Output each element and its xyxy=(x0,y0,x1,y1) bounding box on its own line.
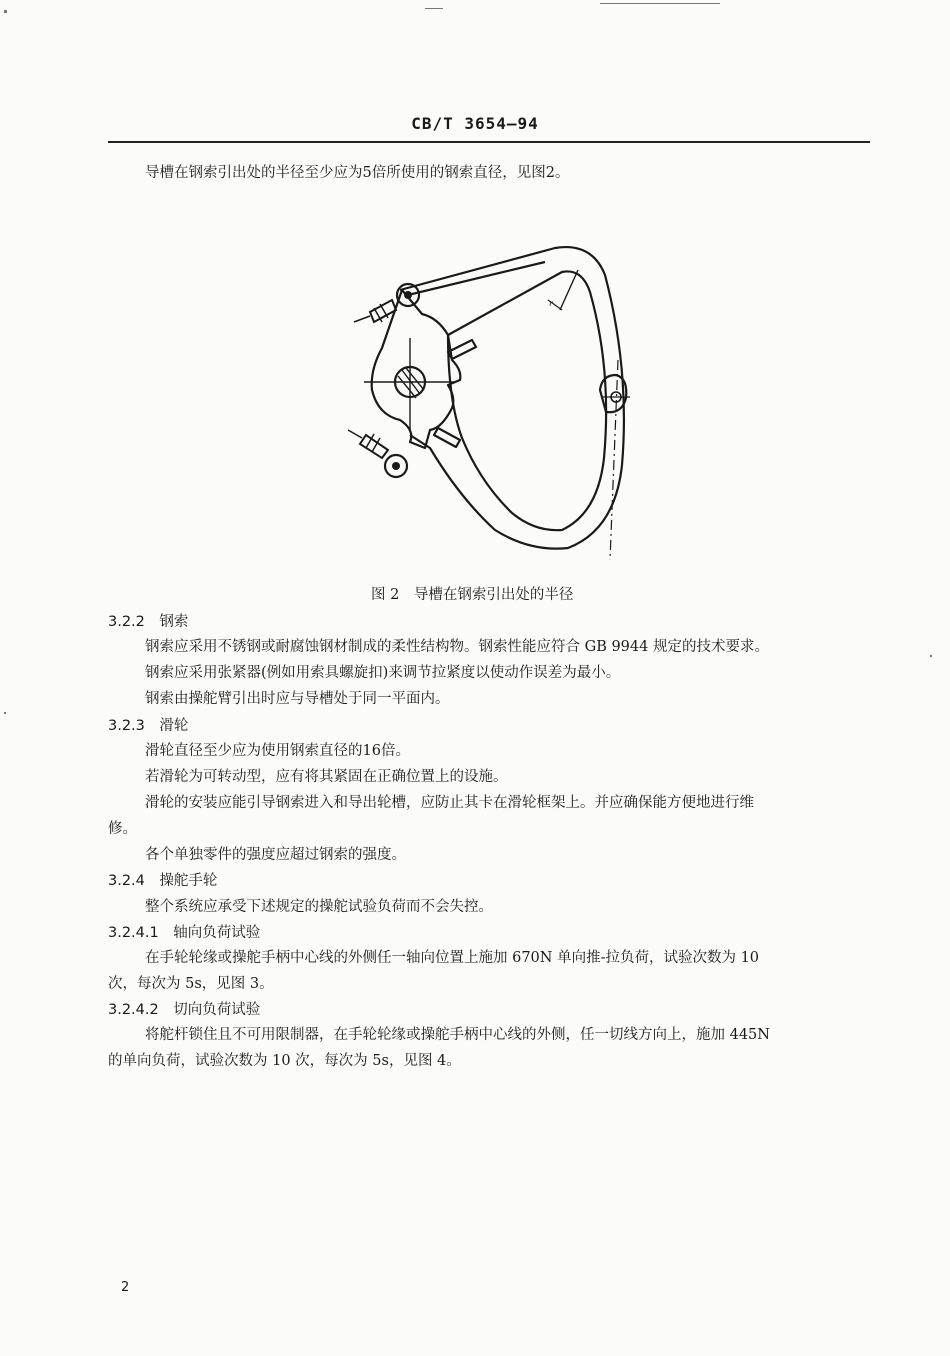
header-rule xyxy=(108,141,870,143)
standard-code-header: CB/T 3654—94 xyxy=(411,114,539,133)
section-3-2-4-1-para: 在手轮轮缘或操舵手柄中心线的外侧任一轴向位置上施加 670N 单向推-拉负荷，试验次数为 10 xyxy=(145,950,760,966)
section-3-2-4-2-heading: 3.2.4.2 切向负荷试验 xyxy=(108,1002,261,1018)
boss-axis xyxy=(610,360,618,560)
quadrant-inner-outline xyxy=(448,271,606,530)
radius-marker xyxy=(560,270,578,310)
section-3-2-2-para-2: 钢索应采用张紧器(例如用索具螺旋扣)来调节拉紧度以使动作误差为最小。 xyxy=(145,665,621,681)
section-3-2-3-para-2: 若滑轮为可转动型，应有将其紧固在正确位置上的设施。 xyxy=(145,769,508,785)
section-3-2-2-para-3: 钢索由操舵臂引出时应与导槽处于同一平面内。 xyxy=(145,691,450,707)
intro-paragraph: 导槽在钢索引出处的半径至少应为5倍所使用的钢索直径，见图2。 xyxy=(145,165,570,181)
slot-lower xyxy=(434,428,460,447)
section-3-2-3-para-3-cont: 修。 xyxy=(108,821,137,837)
lower-tensioner xyxy=(360,435,388,458)
scan-speck xyxy=(4,10,7,13)
section-3-2-4-1-heading: 3.2.4.1 轴向负荷试验 xyxy=(108,925,261,941)
scan-speck xyxy=(930,655,932,657)
section-3-2-3-heading: 3.2.3 滑轮 xyxy=(108,718,189,734)
section-3-2-2-para-1: 钢索应采用不锈钢或耐腐蚀钢材制成的柔性结构物。钢索性能应符合 GB 9944 规定的技术要求。 xyxy=(145,639,769,655)
section-3-2-3-para-4: 各个单独零件的强度应超过钢索的强度。 xyxy=(145,847,406,863)
section-3-2-4-heading: 3.2.4 操舵手轮 xyxy=(108,873,218,889)
scan-speck xyxy=(425,8,443,9)
scan-speck xyxy=(4,712,6,714)
section-3-2-4-1-para-cont: 次，每次为 5s，见图 3。 xyxy=(108,976,274,992)
section-3-2-3-para-1: 滑轮直径至少应为使用钢索直径的16倍。 xyxy=(145,743,410,759)
page-number: 2 xyxy=(121,1280,130,1295)
figure-2-quadrant-drawing xyxy=(330,230,650,570)
figure-2-caption: 图 2 导槽在钢索引出处的半径 xyxy=(371,587,574,603)
radius-label: r xyxy=(549,299,553,308)
section-3-2-4-2-para: 将舵杆锁住且不可用限制器，在手轮轮缘或操舵手柄中心线的外侧，任一切线方向上，施加 445N xyxy=(145,1027,770,1043)
section-3-2-4-para-1: 整个系统应承受下述规定的操舵试验负荷而不会失控。 xyxy=(145,899,493,915)
scan-speck xyxy=(600,3,720,4)
section-3-2-2-heading: 3.2.2 钢索 xyxy=(108,614,189,630)
section-3-2-4-2-para-cont: 的单向负荷，试验次数为 10 次，每次为 5s，见图 4。 xyxy=(108,1053,461,1069)
section-3-2-3-para-3: 滑轮的安装应能引导钢索进入和导出轮槽，应防止其卡在滑轮框架上。并应确保能方便地进行维 xyxy=(145,795,754,811)
cable-top xyxy=(408,262,545,295)
